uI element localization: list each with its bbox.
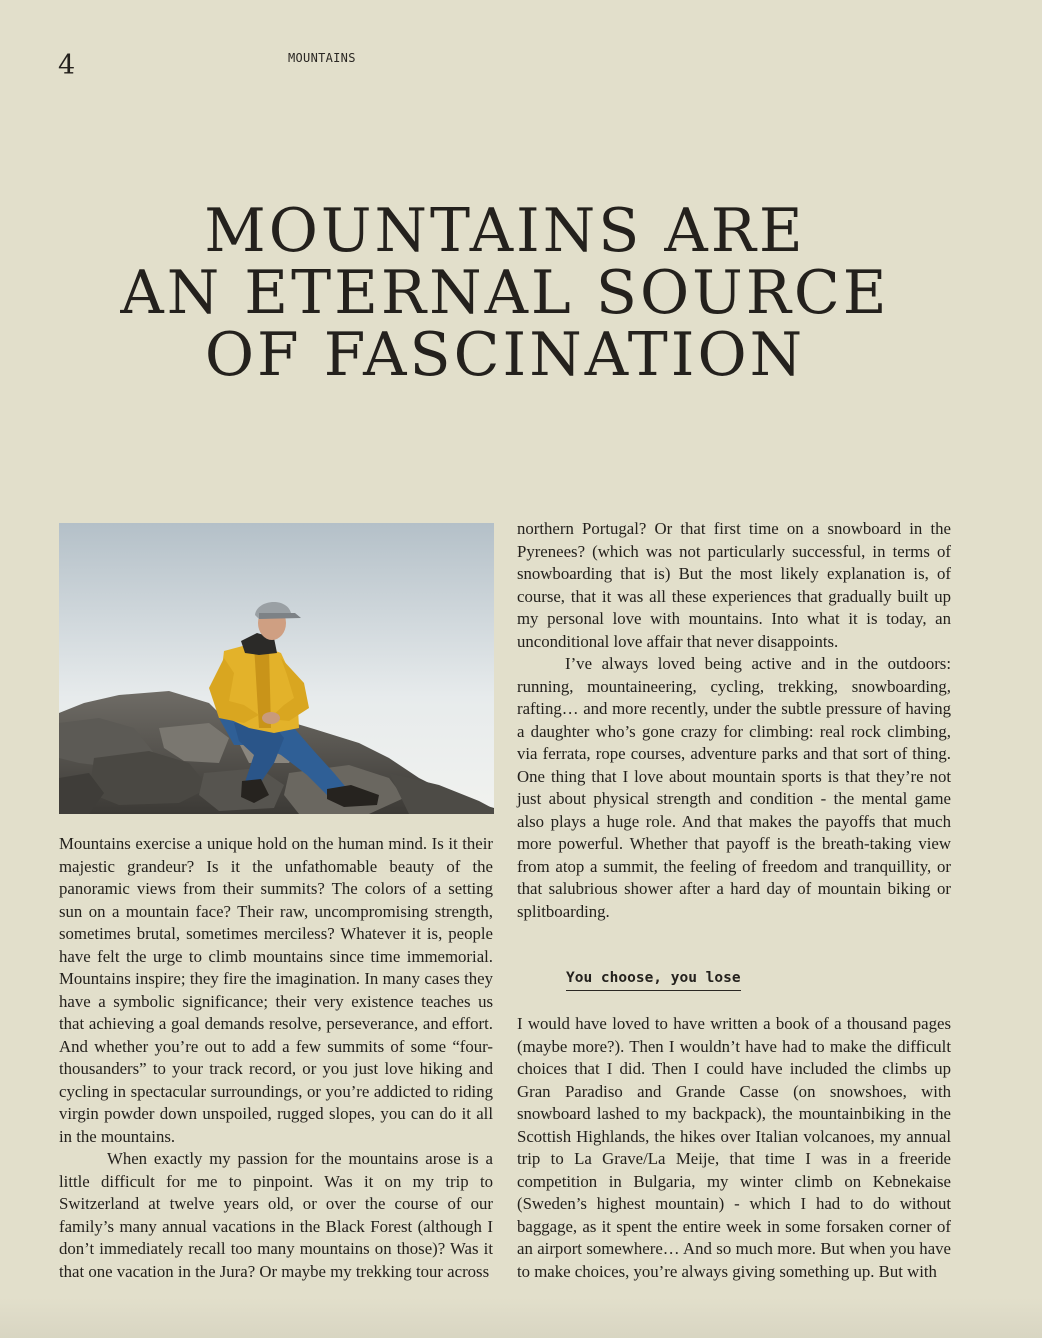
running-head: MOUNTAINS [288, 51, 356, 65]
left-column [59, 833, 493, 1283]
paragraph: Mountains exercise a unique hold on the human mind. Is it their majestic grandeur? Is it the unfathomable beauty of the panoramic views from their summits? The colors of a setting sun on a mountain face? Their raw, uncompromising strength, sometimes brutal, sometimes merciless? Whatever it is, people have felt the urge to climb mountains since time immemorial. Mountains inspire; they fire the imagination. In many cases they have a symbolic significance; their very existence teaches us that achieving a goal demands resolve, perseverance, and effort. And whether you’re out to add a few summits of some “four-thousanders” to your track record, or you just love hiking and cycling in spectacular surroundings, or you’re addicted to riding virgin powder down unspoiled, rugged slopes, you can do it all in the mountains. [59, 834, 493, 1146]
hiker-photo [59, 523, 494, 814]
chapter-title-line-2: AN ETERNAL SOURCE [120, 258, 890, 328]
section-heading: You choose, you lose [566, 968, 741, 991]
chapter-title-line-3: OF FASCINATION [204, 320, 806, 390]
paragraph: I would have loved to have written a book of a thousand pages (maybe more?). Then I wouldn’t have had to make the difficult choices that I did. Then I could have included the climbs up Gran Paradiso and Grande Casse (on snowshoes, with snowboard lashed to my backpack), the mountainbiking in the Scottish Highlands, the hikes over Italian volcanoes, my annual trip to La Grave/La Meije, that time I was in a freeride competition in Bulgaria, my winter climb on Kebnekaise (Sweden’s highest mountain) - which I had to do without baggage, as it spent the entire week in some forsaken corner of an airport somewhere… And so much more. But when you have to make choices, you’re always giving something up. But with [517, 1014, 951, 1281]
paragraph: When exactly my passion for the mountains arose is a little difficult for me to pinpoint. Was it on my trip to Switzerland at twelve years old, or over the course of our family’s many annual vacations in the Black Forest (although I don’t immediately recall too many mountains on those)? Was it that one vacation in the Jura? Or maybe my trekking tour across [59, 1149, 493, 1281]
page-number: 4 [58, 50, 76, 81]
chapter-title [0, 196, 1010, 390]
chapter-title-line-1: MOUNTAINS ARE [204, 196, 806, 266]
right-column-top [517, 518, 951, 923]
right-column-bottom [517, 1013, 951, 1283]
paragraph: I’ve always loved being active and in the outdoors: running, mountaineering, cycling, trekking, snowboarding, rafting… and more recently, under the subtle pressure of having a daughter who’s gone crazy for climbing: real rock climbing, via ferrata, rope courses, adventure parks and that sort of thing. One thing that I love about mountain sports is that they’re not just about physical strength and condition - the mental game also plays a huge role. And that makes the payoffs that much more powerful. Whether that payoff is the breath-taking view from atop a summit, the feeling of freedom and tranquillity, or that salubrious shower after a hard day of mountain biking or splitboarding. [517, 654, 951, 921]
paragraph: northern Portugal? Or that first time on a snowboard in the Pyrenees? (which was not particularly successful, in terms of snowboarding that is) But the most likely explanation is, of course, that it was all these experiences that gradually built up my personal love with mountains. Into what it is today, an unconditional love affair that never disappoints. [517, 519, 951, 651]
page-bottom-shadow [0, 1298, 1042, 1338]
